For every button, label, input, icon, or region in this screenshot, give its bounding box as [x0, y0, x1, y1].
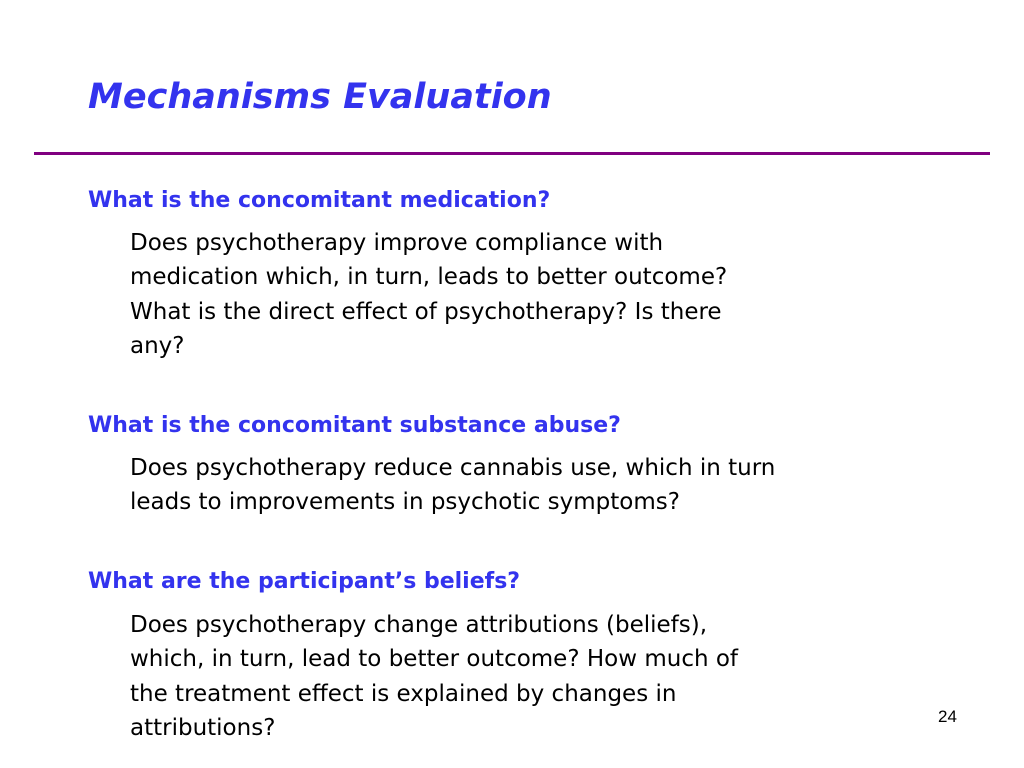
body-line: attributions? [130, 714, 276, 741]
body-line: What is the direct effect of psychotherapy? Is there [130, 298, 722, 325]
section-heading-substance-abuse: What is the concomitant substance abuse? [88, 413, 621, 438]
body-line: Does psychotherapy improve compliance with [130, 230, 664, 256]
title-divider [34, 152, 990, 155]
section-heading-medication: What is the concomitant medication? [88, 188, 551, 213]
body-line: the treatment effect is explained by changes in [130, 680, 677, 707]
section-heading-beliefs: What are the participant’s beliefs? [88, 569, 521, 594]
body-line: Does psychotherapy reduce cannabis use, which in turn [130, 455, 776, 481]
body-line: which, in turn, lead to better outcome? How much of [130, 646, 739, 673]
section-body-beliefs [130, 608, 738, 745]
body-line: any? [130, 332, 185, 359]
body-line: medication which, in turn, leads to better outcome? [130, 264, 728, 291]
section-body-substance-abuse [130, 451, 775, 520]
body-line: leads to improvements in psychotic symptoms? [130, 489, 680, 516]
body-line: Does psychotherapy change attributions (beliefs), [130, 612, 708, 638]
section-body-medication [130, 226, 727, 363]
slide-title: Mechanisms Evaluation [88, 77, 552, 117]
page-number: 24 [938, 707, 957, 726]
